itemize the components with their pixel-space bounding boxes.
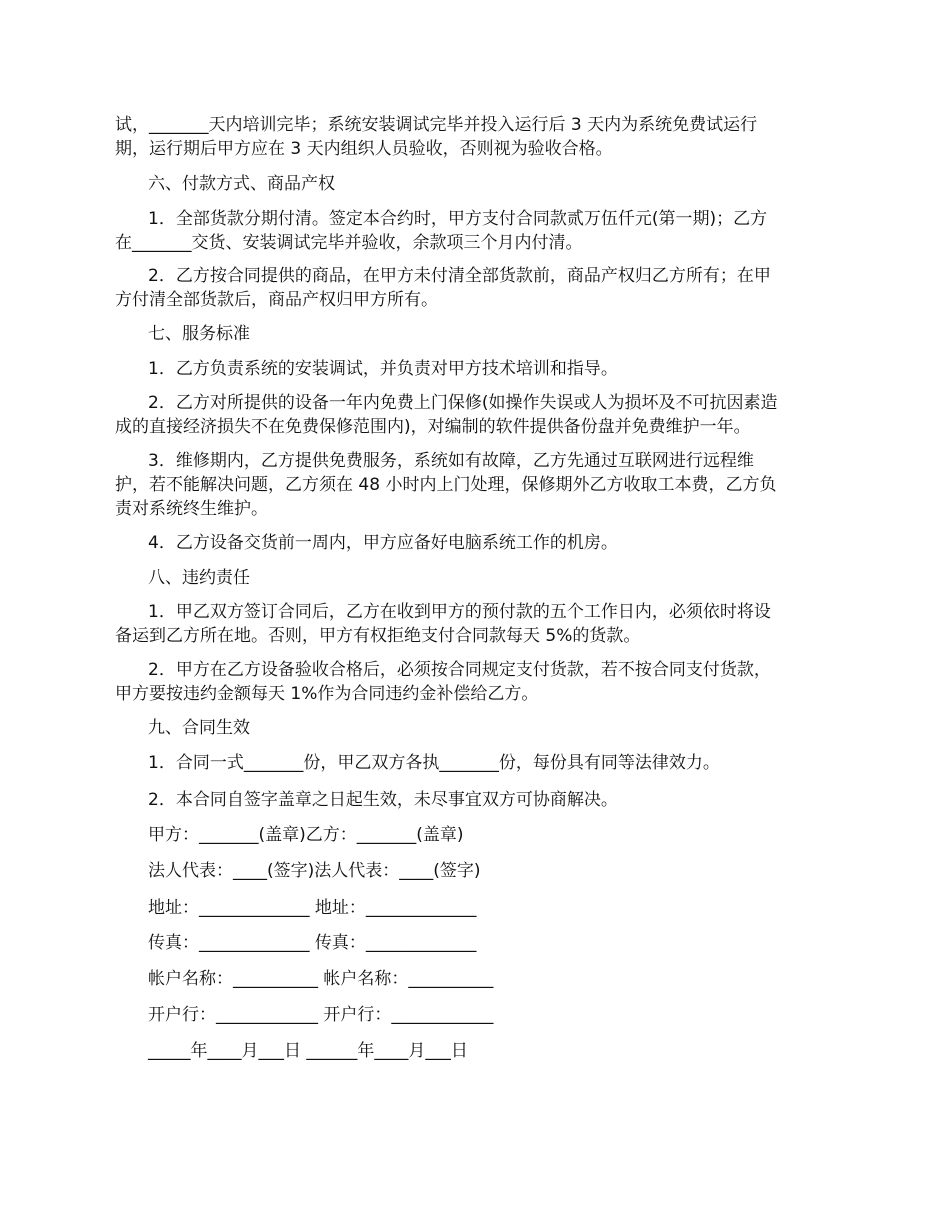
text-line: 1．全部货款分期付清。签定本合约时，甲方支付合同款贰万伍仟元(第一期)；乙方 [148, 209, 768, 229]
paragraph-service-2 [115, 391, 830, 439]
signature-party-line: 甲方：_______(盖章)乙方：_______(盖章) [148, 825, 464, 845]
paragraph-liability-2 [115, 658, 830, 706]
paragraph-training-acceptance [115, 113, 830, 161]
paragraph-payment-2 [115, 264, 830, 312]
text-line: 备运到乙方所在地。否则，甲方有权拒绝支付合同款每天 5%的货款。 [115, 626, 641, 646]
signature-date-line: _____年____月___日 ______年____月___日 [148, 1041, 468, 1061]
paragraph-service-3 [115, 449, 830, 521]
paragraph-effect-1: 1．合同一式_______份，甲乙双方各执_______份，每份具有同等法律效力。 [148, 753, 720, 773]
paragraph-effect-2: 2．本合同自签字盖章之日起生效，未尽事宜双方可协商解决。 [148, 790, 618, 810]
signature-bank-line: 开户行：____________ 开户行：____________ [148, 1005, 494, 1025]
signature-address-line: 地址：_____________ 地址：_____________ [148, 898, 477, 918]
section-heading-service: 七、服务标准 [148, 324, 250, 344]
text-line: 1．甲乙双方签订合同后，乙方在收到甲方的预付款的五个工作日内，必须依时将设 [148, 602, 771, 622]
paragraph-liability-1 [115, 600, 830, 648]
signature-fax-line: 传真：_____________ 传真：_____________ [148, 933, 477, 953]
paragraph-service-1: 1．乙方负责系统的安装调试，并负责对甲方技术培训和指导。 [148, 359, 618, 379]
text-line: 护，若不能解决问题，乙方须在 48 小时内上门处理，保修期外乙方收取工本费，乙方负 [115, 475, 777, 495]
text-line: 成的直接经济损失不在免费保修范围内)，对编制的软件提供备份盘并免费维护一年。 [115, 417, 751, 437]
text-line: 3．维修期内，乙方提供免费服务，系统如有故障，乙方先通过互联网进行远程维 [148, 451, 754, 471]
text-line: 2．乙方按合同提供的商品，在甲方未付清全部货款前，商品产权归乙方所有；在甲 [148, 266, 771, 286]
text-line: 期，运行期后甲方应在 3 天内组织人员验收，否则视为验收合格。 [115, 139, 613, 159]
signature-account-line: 帐户名称：__________ 帐户名称：__________ [148, 969, 494, 989]
section-heading-effect: 九、合同生效 [148, 718, 250, 738]
paragraph-service-4: 4．乙方设备交货前一周内，甲方应备好电脑系统工作的机房。 [148, 533, 618, 553]
text-line: 2．甲方在乙方设备验收合格后，必须按合同规定支付货款，若不按合同支付货款， [148, 660, 771, 680]
text-line: 试，_______天内培训完毕；系统安装调试完毕并投入运行后 3 天内为系统免费试运行 [115, 115, 758, 135]
text-line: 甲方要按违约金额每天 1%作为合同违约金补偿给乙方。 [115, 684, 539, 704]
text-line: 责对系统终生维护。 [115, 499, 268, 519]
paragraph-payment-1 [115, 207, 830, 255]
section-heading-liability: 八、违约责任 [148, 568, 250, 588]
text-line: 方付清全部货款后，商品产权归甲方所有。 [115, 290, 438, 310]
signature-representative-line: 法人代表：____(签字)法人代表：____(签字) [148, 861, 481, 881]
text-line: 2．乙方对所提供的设备一年内免费上门保修(如操作失误或人为损坏及不可抗因素造 [148, 393, 778, 413]
text-line: 在_______交货、安装调试完毕并验收，余款项三个月内付清。 [115, 233, 583, 253]
section-heading-payment: 六、付款方式、商品产权 [148, 174, 335, 194]
